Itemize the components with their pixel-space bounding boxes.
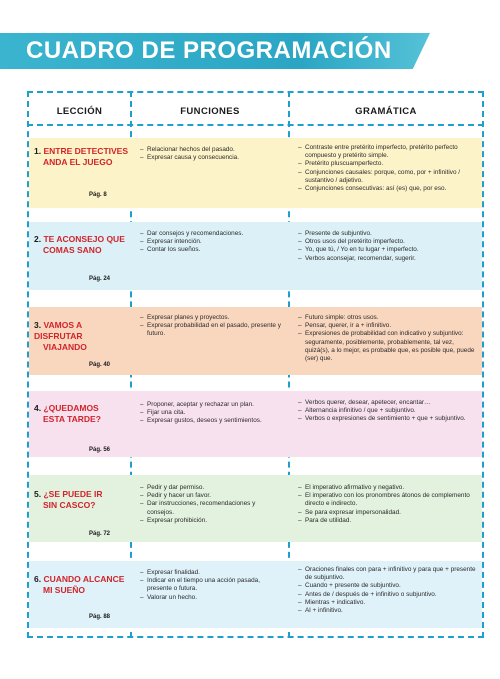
list-item: – Expresar finalidad.	[140, 569, 282, 577]
list-item: – Presente de subjuntivo.	[298, 230, 476, 238]
functions-list-2	[140, 230, 282, 255]
lesson-number: 3.	[34, 320, 42, 330]
list-item: – Oraciones finales con para + infinitivo y para que + presente de subjuntivo.	[298, 566, 476, 582]
functions-list-4	[140, 401, 282, 426]
grammar-list-3	[298, 314, 476, 363]
list-item: – El imperativo afirmativo y negativo.	[298, 484, 476, 492]
list-item: – Dar consejos y recomendaciones.	[140, 230, 282, 238]
list-item: – Verbos aconsejar, recomendar, sugerir.	[298, 255, 476, 263]
list-item: – Expresiones de probabilidad con indicativo y subjuntivo: seguramente, posiblemente, probablemente, tal vez, quizá(s), a lo mejor, es probable que, es posible que, puede (ser) que.	[298, 330, 476, 363]
lesson-number: 2.	[34, 234, 42, 244]
lesson-title-line: VIAJANDO	[43, 342, 87, 352]
lesson-title-1[interactable]	[34, 146, 130, 168]
list-item: – Expresar prohibición.	[140, 517, 282, 525]
list-item: – Pedir y hacer un favor.	[140, 492, 282, 500]
list-item: – Futuro simple: otros usos.	[298, 314, 476, 322]
list-item: – Mientras + indicativo.	[298, 599, 476, 607]
header-grammar: GRAMÁTICA	[355, 106, 417, 117]
lesson-number: 5.	[34, 489, 42, 499]
list-item: – Fijar una cita.	[140, 409, 282, 417]
lesson-title-line: CUANDO ALCANCE	[43, 574, 125, 584]
grammar-list-5	[298, 484, 476, 525]
list-item: – Alternancia infinitivo / que + subjuntivo.	[298, 407, 476, 415]
lesson-page-6: Pág. 88	[89, 614, 111, 620]
functions-list-6	[140, 569, 282, 602]
lesson-number: 1.	[34, 146, 42, 156]
grammar-list-2	[298, 230, 476, 263]
list-item: – Dar instrucciones, recomendaciones y consejos.	[140, 500, 282, 516]
list-item: – Indicar en el tiempo una acción pasada, presente o futura.	[140, 577, 282, 593]
list-item: – Para de utilidad.	[298, 517, 476, 525]
lesson-page-5: Pág. 72	[89, 531, 111, 537]
lesson-title-line: MI SUEÑO	[43, 585, 86, 595]
header-lesson: LECCIÓN	[56, 106, 103, 117]
list-item: – Pedir y dar permiso.	[140, 484, 282, 492]
lesson-number: 6.	[34, 574, 42, 584]
lesson-title-line: VAMOS A DISFRUTAR	[34, 320, 83, 341]
list-item: – Yo, que tú, / Yo en tu lugar + imperfecto.	[298, 246, 476, 254]
header-functions: FUNCIONES	[180, 106, 240, 117]
lesson-title-line: SIN CASCO?	[43, 500, 96, 510]
lesson-title-4[interactable]	[34, 403, 130, 425]
list-item: – Pensar, querer, ir a + infinitivo.	[298, 322, 476, 330]
lesson-title-3[interactable]	[34, 320, 130, 353]
lesson-title-line: ¿QUEDAMOS	[43, 403, 99, 413]
list-item: – Contraste entre pretérito imperfecto, pretérito perfecto compuesto y pretérito simple.	[298, 144, 476, 160]
lesson-title-6[interactable]	[34, 574, 130, 596]
functions-list-3	[140, 314, 282, 339]
lesson-page-2: Pág. 24	[89, 276, 111, 282]
lesson-page-4: Pág. 56	[89, 447, 111, 453]
page-title: CUADRO DE PROGRAMACIÓN	[26, 37, 392, 64]
list-item: – El imperativo con los pronombres átonos de complemento directo e indirecto.	[298, 492, 476, 508]
lesson-title-line: ESTA TARDE?	[43, 414, 101, 424]
list-item: – Verbos querer, desear, apetecer, encantar…	[298, 399, 476, 407]
grammar-list-1	[298, 144, 476, 193]
functions-list-5	[140, 484, 282, 525]
list-item: – Contar los sueños.	[140, 246, 282, 254]
grammar-list-4	[298, 399, 476, 424]
lesson-page-1: Pág. 8	[89, 192, 107, 198]
list-item: – Conjunciones consecutivas: así (es) que, por eso.	[298, 185, 476, 193]
list-item: – Proponer, aceptar y rechazar un plan.	[140, 401, 282, 409]
list-item: – Expresar probabilidad en el pasado, presente y futuro.	[140, 322, 282, 338]
list-item: – Verbos o expresiones de sentimiento + que + subjuntivo.	[298, 415, 476, 423]
lesson-title-line: COMAS SANO	[43, 245, 102, 255]
lesson-number: 4.	[34, 403, 42, 413]
list-item: – Expresar intención.	[140, 238, 282, 246]
list-item: – Relacionar hechos del pasado.	[140, 146, 282, 154]
lesson-page-3: Pág. 40	[89, 362, 111, 368]
grammar-list-6	[298, 566, 476, 615]
lesson-title-line: ¿SE PUEDE IR	[43, 489, 103, 499]
list-item: – Antes de / después de + infinitivo o subjuntivo.	[298, 591, 476, 599]
list-item: – Expresar gustos, deseos y sentimientos.	[140, 417, 282, 425]
list-item: – Valorar un hecho.	[140, 594, 282, 602]
lesson-title-5[interactable]	[34, 489, 130, 511]
list-item: – Conjunciones causales: porque, como, por + infinitivo / sustantivo / adjetivo.	[298, 169, 476, 185]
list-item: – Cuando + presente de subjuntivo.	[298, 582, 476, 590]
lesson-title-line: ENTRE DETECTIVES	[43, 146, 129, 156]
list-item: – Expresar causa y consecuencia.	[140, 154, 282, 162]
list-item: – Expresar planes y proyectos.	[140, 314, 282, 322]
functions-list-1	[140, 146, 282, 162]
lesson-title-2[interactable]	[34, 234, 130, 256]
lesson-title-line: TE ACONSEJO QUE	[43, 234, 125, 244]
list-item: – Al + infinitivo.	[298, 607, 476, 615]
lesson-title-line: ANDA EL JUEGO	[43, 157, 113, 167]
list-item: – Se para expresar impersonalidad.	[298, 509, 476, 517]
header-divider	[27, 124, 484, 126]
list-item: – Pretérito pluscuamperfecto.	[298, 160, 476, 168]
list-item: – Otros usos del pretérito imperfecto.	[298, 238, 476, 246]
